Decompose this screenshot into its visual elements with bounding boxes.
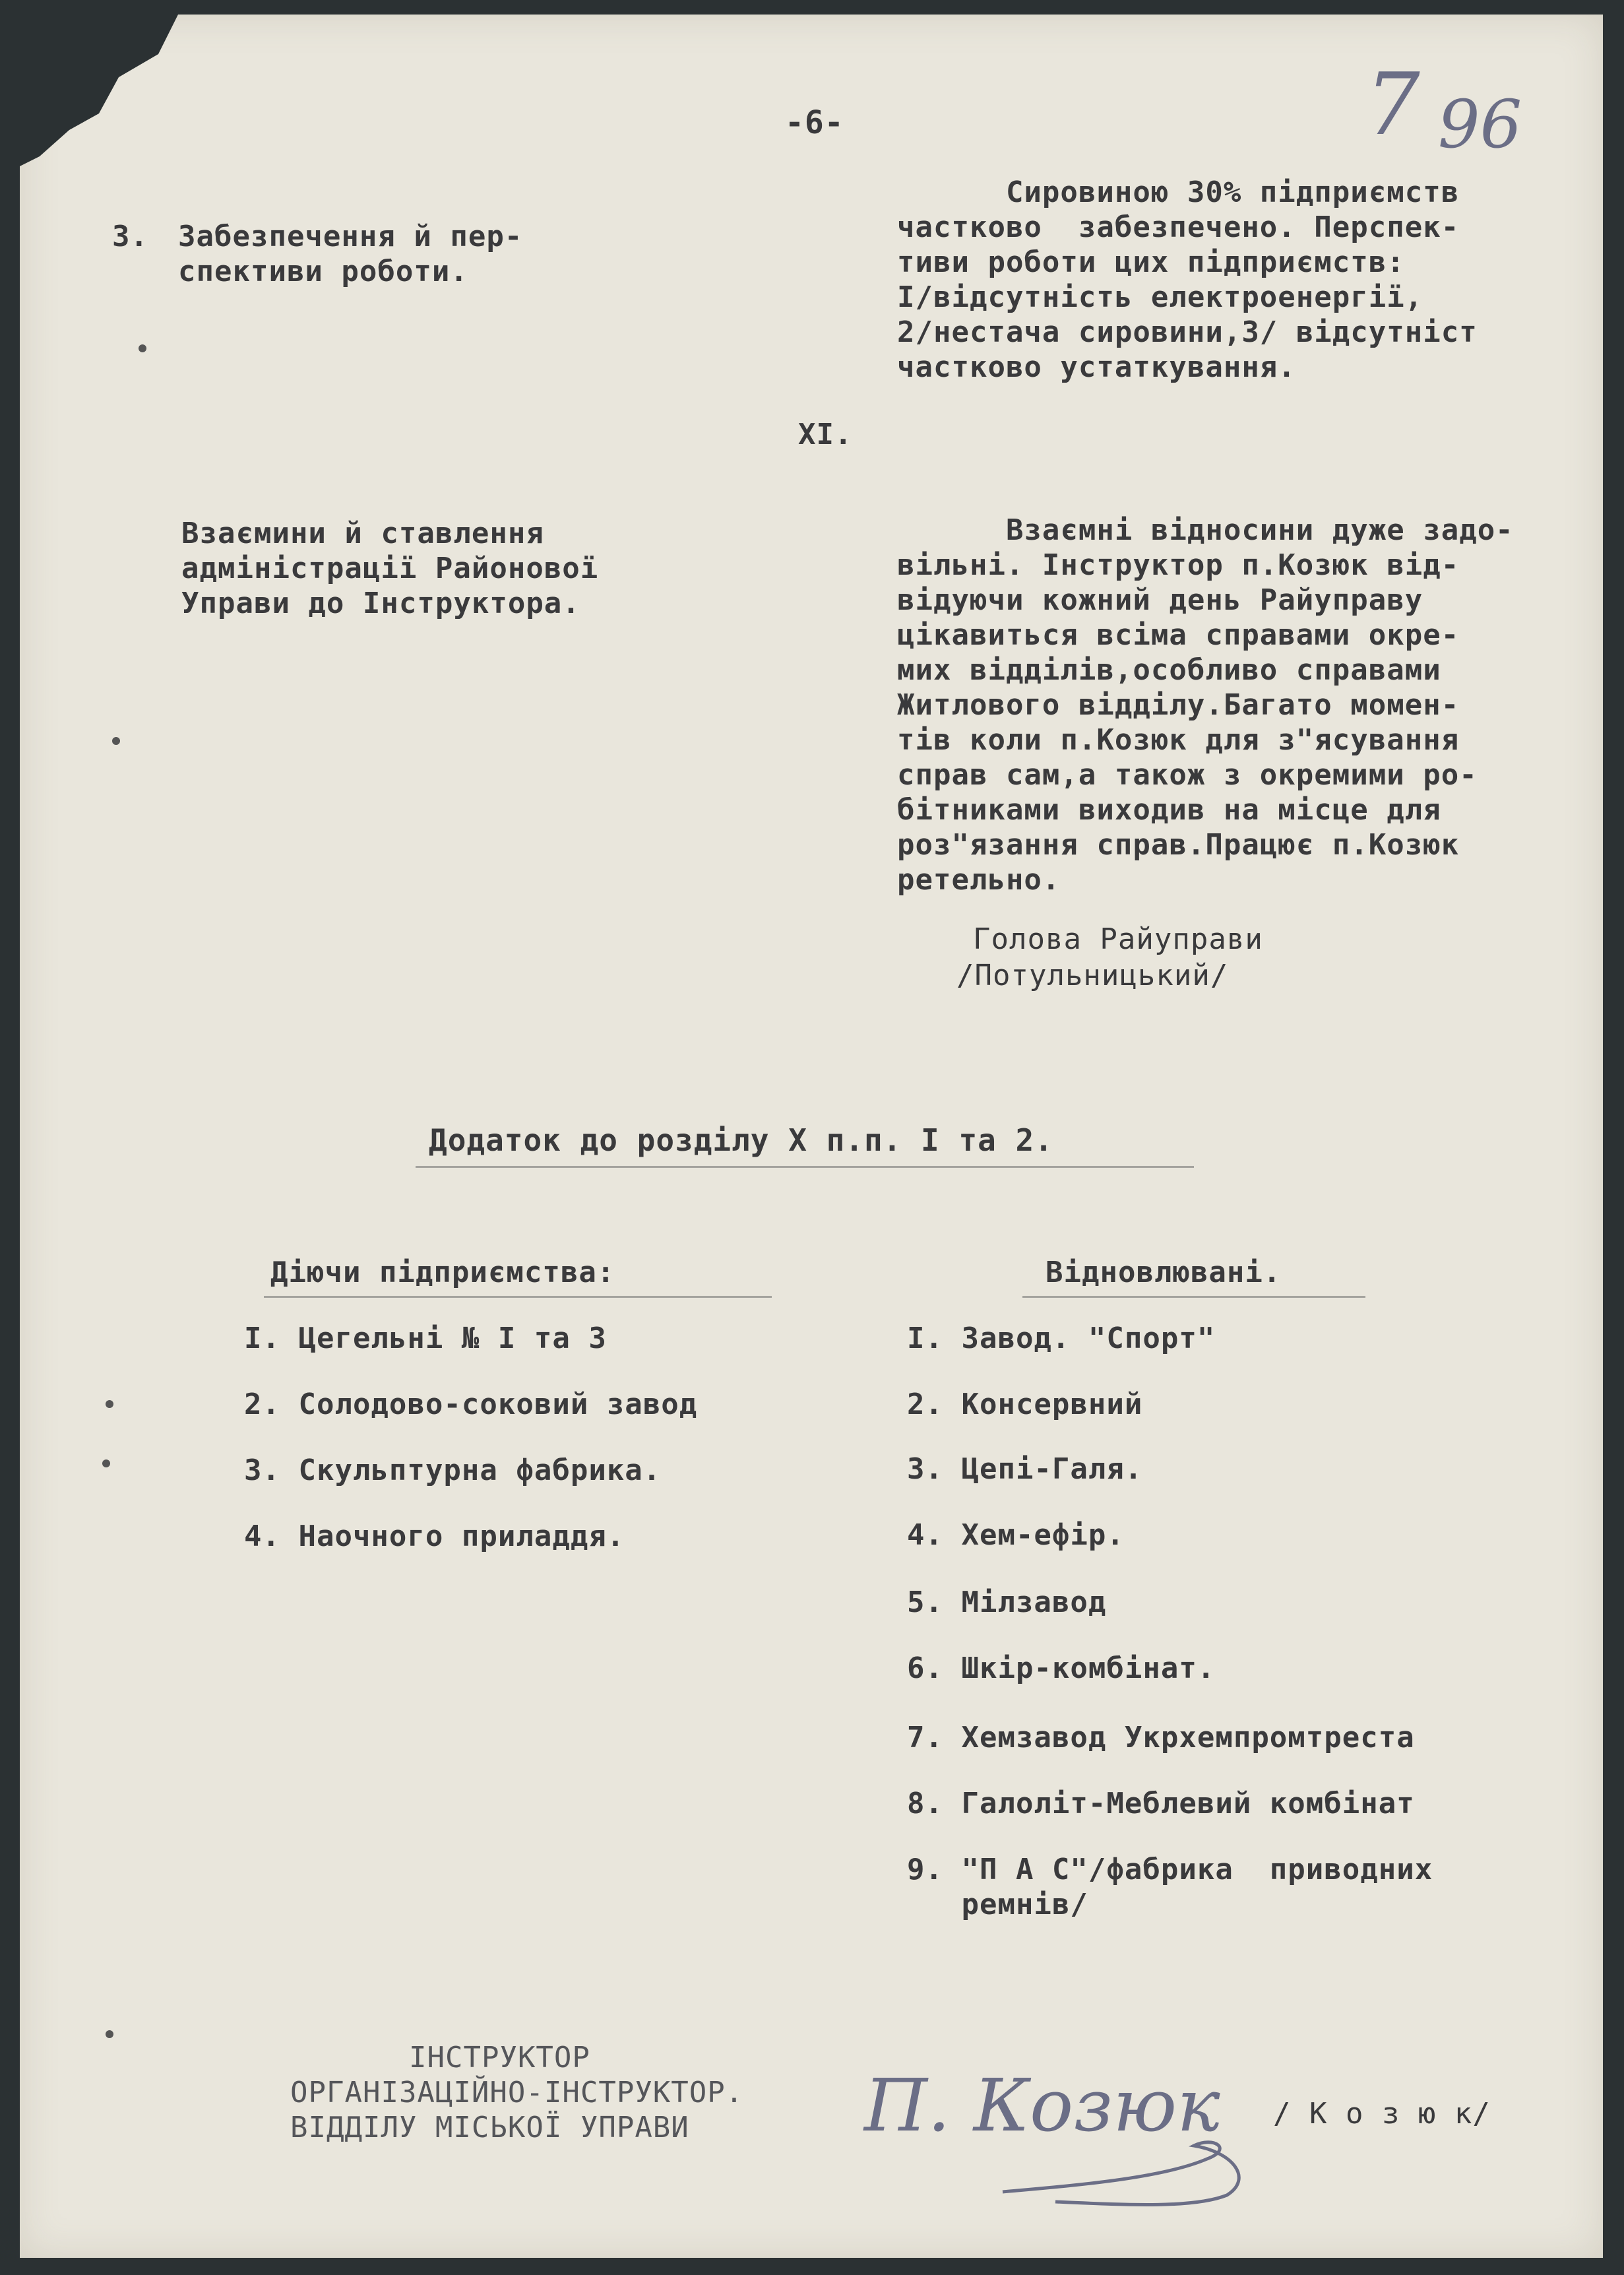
- punch-hole: [102, 1459, 110, 1467]
- relations-label-line-1: Взаємини й ставлення: [181, 517, 544, 550]
- footer-line-3: ВІДДІЛУ МІСЬКОЇ УПРАВИ: [290, 2111, 689, 2144]
- punch-hole: [112, 737, 120, 745]
- active-heading-underline: [264, 1296, 772, 1298]
- relations-text-line-8: справ сам,а також з окремими ро-: [897, 758, 1478, 792]
- appendix-title: Додаток до розділу X п.п. I та 2.: [429, 1122, 1053, 1158]
- punch-hole: [106, 1400, 113, 1408]
- item3-text-line-4: I/відсутність електроенергії,: [897, 280, 1423, 314]
- restored-item-4: 4. Хем-ефір.: [907, 1518, 1125, 1552]
- restored-heading: Відновлювані.: [1046, 1256, 1282, 1289]
- item3-text-line-1: Сировиною 30% підприємств: [897, 176, 1460, 209]
- active-item-4: 4. Наочного приладдя.: [244, 1520, 625, 1553]
- folio-mark: 7: [1365, 54, 1420, 154]
- relations-text-line-7: тів коли п.Козюк для з"ясування: [897, 723, 1460, 757]
- appendix-title-underline: [416, 1166, 1194, 1168]
- relations-text-line-9: бітниками виходив на місце для: [897, 793, 1441, 827]
- relations-label-line-2: адміністрації Районової: [181, 552, 599, 585]
- restored-item-3: 3. Цепі-Галя.: [907, 1452, 1143, 1486]
- active-item-2: 2. Солодово-соковий завод: [244, 1388, 698, 1421]
- punch-hole: [139, 344, 146, 352]
- restored-item-1: I. Завод. "Спорт": [907, 1322, 1216, 1355]
- section-roman-numeral: XI.: [798, 418, 853, 451]
- torn-corner: [20, 15, 178, 166]
- active-item-1: I. Цегельні № I та 3: [244, 1322, 607, 1355]
- restored-item-6: 6. Шкір-комбінат.: [907, 1651, 1216, 1685]
- restored-heading-underline: [1022, 1296, 1365, 1298]
- footer-name: / К о з ю к/: [1273, 2097, 1491, 2131]
- item3-text-line-5: 2/нестача сировини,3/ відсутніст: [897, 315, 1478, 349]
- relations-text-line-1: Взаємні відносини дуже задо-: [897, 513, 1514, 547]
- relations-label-line-3: Управи до Інструктора.: [181, 587, 580, 620]
- item3-text-line-6: частково устаткування.: [897, 350, 1296, 384]
- item3-label-line-2: спективи роботи.: [178, 255, 468, 288]
- head-title: Голова Райуправи: [973, 922, 1263, 956]
- punch-hole: [106, 2030, 113, 2038]
- relations-text-line-3: відуючи кожний день Райуправу: [897, 583, 1423, 617]
- relations-text-line-2: вільні. Інструктор п.Козюк від-: [897, 548, 1460, 582]
- restored-item-8: 8. Галоліт-Меблевий комбінат: [907, 1787, 1415, 1820]
- item3-text-line-3: тиви роботи цих підприємств:: [897, 245, 1405, 279]
- item3-number: 3.: [112, 220, 148, 253]
- signature-flourish: [996, 2132, 1273, 2212]
- restored-item-7: 7. Хемзавод Укрхемпромтреста: [907, 1721, 1415, 1754]
- page-number: -6-: [785, 104, 844, 141]
- relations-text-line-6: Житлового відділу.Багато момен-: [897, 688, 1460, 722]
- restored-item-2: 2. Консервний: [907, 1388, 1143, 1421]
- relations-text-line-5: мих відділів,особливо справами: [897, 653, 1441, 687]
- restored-item-9-line-2: ремнів/: [907, 1888, 1088, 1921]
- handwritten-signature: П. Козюк: [864, 2063, 1220, 2148]
- head-name: /Потульницький/: [956, 959, 1229, 992]
- active-heading: Діючи підприємства:: [270, 1256, 615, 1289]
- footer-line-2: ОРГАНІЗАЦІЙНО-ІНСТРУКТОР.: [290, 2076, 744, 2109]
- relations-text-line-10: роз"язання справ.Працює п.Козюк: [897, 828, 1460, 862]
- restored-item-5: 5. Мілзавод: [907, 1586, 1107, 1619]
- item3-text-line-2: частково забезпечено. Перспек-: [897, 210, 1460, 244]
- footer-line-1: ІНСТРУКТОР: [409, 2041, 590, 2074]
- relations-text-line-11: ретельно.: [897, 863, 1061, 897]
- restored-item-9-line-1: 9. "П А С"/фабрика приводних: [907, 1853, 1433, 1886]
- folio-mark-secondary: 96: [1438, 86, 1522, 163]
- item3-label-line-1: Забезпечення й пер-: [178, 220, 523, 253]
- relations-text-line-4: цікавиться всіма справами окре-: [897, 618, 1460, 652]
- active-item-3: 3. Скульптурна фабрика.: [244, 1454, 662, 1487]
- document-page: [20, 15, 1603, 2258]
